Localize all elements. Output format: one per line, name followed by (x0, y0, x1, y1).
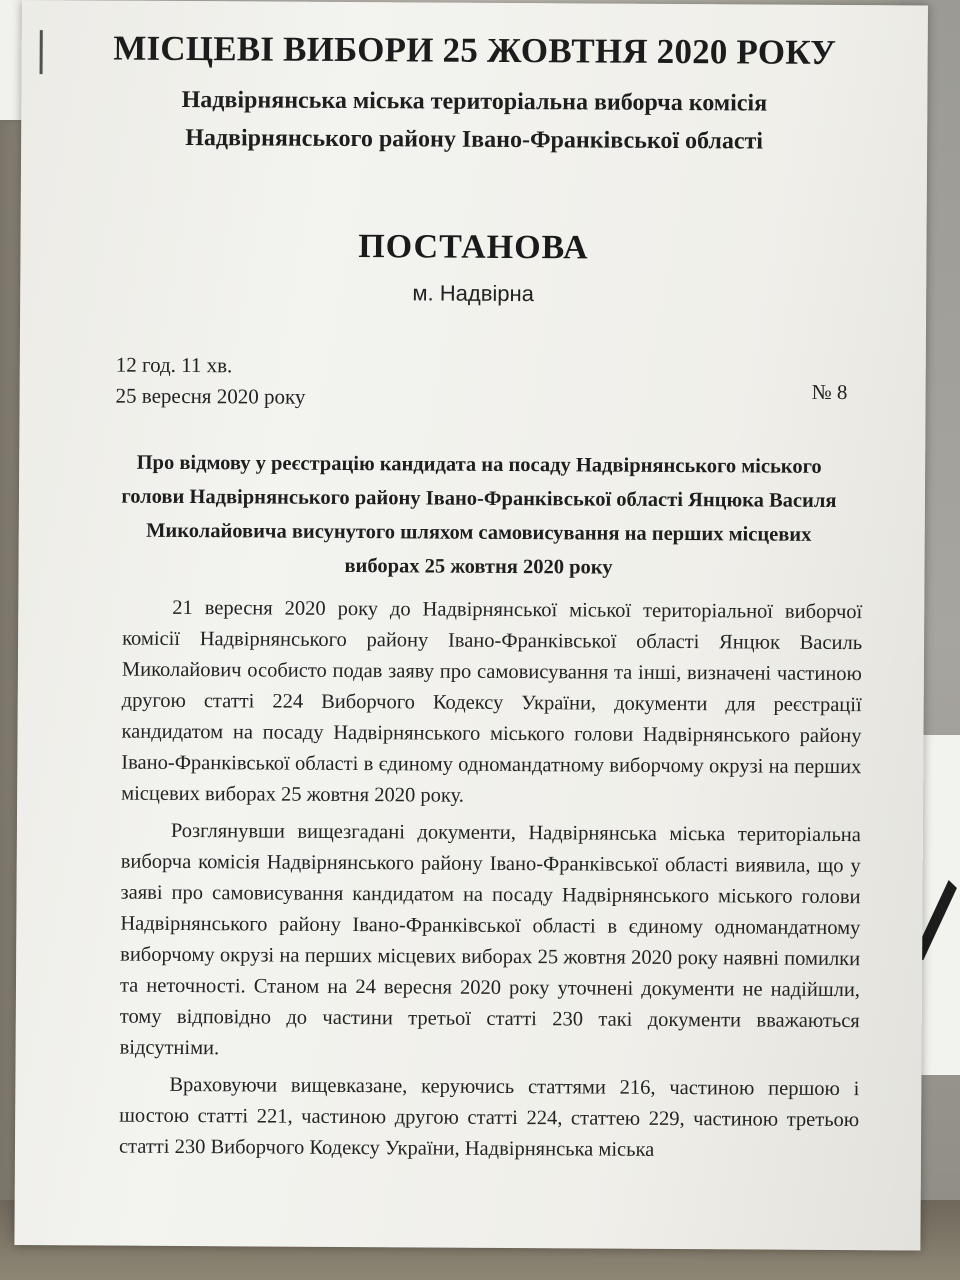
document-number: № 8 (811, 379, 848, 405)
election-title: МІСЦЕВІ ВИБОРИ 25 ЖОВТНЯ 2020 РОКУ (113, 28, 837, 72)
body-paragraph-1: 21 вересня 2020 року до Надвірнянської міської територіальної виборчої комісії Надвірнянського району Івано-Франківської області Янцюк Василь Миколайович особисто подав заяву про самовисування та інші, визначені частиною другою статті 224 Виборчого Кодексу України, документи для реєстрації кандидатом на посаду Надвірнянського міського голови Надвірнянського району Івано-Франківської області в єдиному одномандатному виборчому окрузі на перших місцевих виборах 25 жовтня 2020 року. (121, 596, 863, 807)
document-body (119, 593, 863, 1174)
document-city: м. Надвірна (412, 280, 535, 307)
document-subject: Про відмову у реєстрацію кандидата на посаду Надвірнянського міського голови Надвірнянського району Івано-Франківської області Янцюка Василя Миколайовича висунутого шляхом самовисування на перших місцевих виборах 25 жовтня 2020 року (121, 451, 837, 579)
commission-name-line1: Надвірнянська міська територіальна виборча комісія (181, 86, 768, 117)
document-sheet (14, 0, 928, 1251)
document-time: 12 год. 11 хв. (115, 352, 233, 378)
body-paragraph-3: Враховуючи вищевказане, керуючись статтями 216, частиною першою і шостою статті 221, частиною другою статті 224, статтею 229, частиною третьою статті 230 Виборчого Кодексу України, Надвірнянська міська (118, 1073, 860, 1161)
document-type: ПОСТАНОВА (358, 228, 589, 267)
commission-name-line2: Надвірнянського району Івано-Франківської області (185, 125, 764, 155)
left-adjacent-sheet (0, 0, 22, 120)
document-date: 25 вересня 2020 року (115, 383, 306, 409)
body-paragraph-2: Розглянувши вищезгадані документи, Надвірнянська міська територіальна виборча комісія Надвірнянського району Івано-Франківської області виявила, що у заяві про самовисування кандидатом на посаду Надвірнянського міського голови Надвірнянського району Івано-Франківської області в єдиному одномандатному виборчому окрузі на перших місцевих виборах 25 жовтня 2020 року наявні помилки та неточності. Станом на 24 вересня 2020 року уточнені документи не надійшли, тому відповідно до частини третьої статті 230 такі документи вважаються відсутніми. (119, 819, 861, 1060)
